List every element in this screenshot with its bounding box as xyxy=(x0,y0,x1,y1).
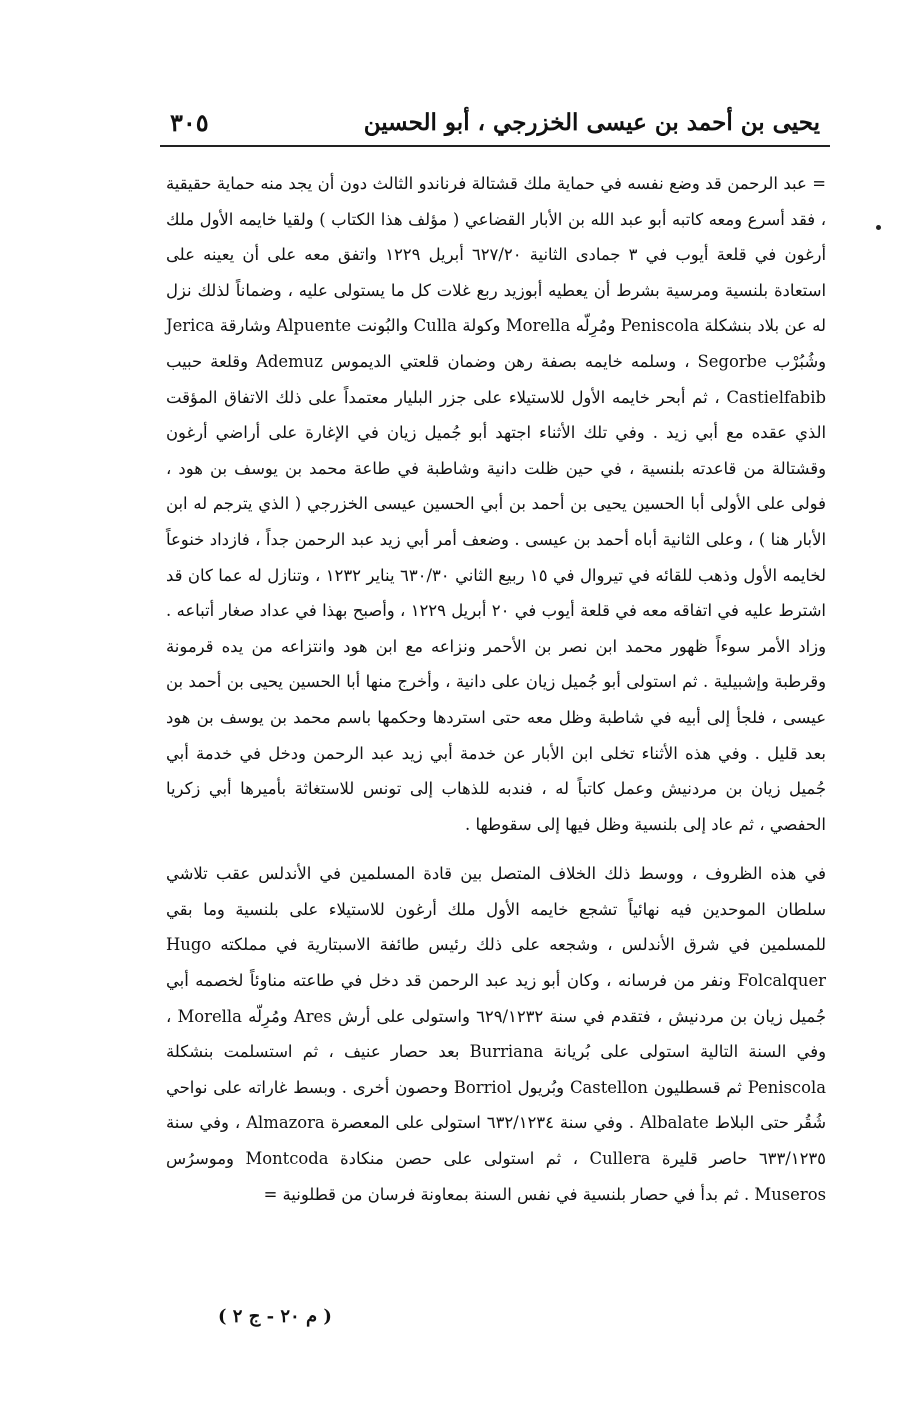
page-number: ٣٠٥ xyxy=(170,108,209,137)
running-title: يحيى بن أحمد بن عيسى الخزرجي ، أبو الحسين xyxy=(363,109,820,136)
margin-dot xyxy=(876,225,881,230)
paragraph-1: = عبد الرحمن قد وضع نفسه في حماية ملك قشتالة فرناندو الثالث دون أن يجد منه حماية حقيقية ، فقد أسرع ومعه كاتبه أبو عبد الله بن الأبار القضاعي ( مؤلف هذا الكتاب ) ولقيا خايمه الأول ملك أرغون في قلعة أيوب في ٣ جمادى الثانية ٦٢٧/٢٠ أبريل ١٢٢٩ واتفق معه على أن يعينه على استعادة بلنسية ومرسية بشرط أن يعطيه أبوزيد ربع غلات كل ما يستولى عليه ، وضماناً لذلك نزل له عن بلاد بنشكلة Peniscola ومُرِلّه Morella وكولة Culla والبُونت Alpuente وشارقة Jerica وشُبُرْب Segorbe ، وسلمه خايمه بصفة رهن وضمان قلعتي الديموس Ademuz وقلعة حبيب Castielfabib ، ثم أبحر خايمه الأول للاستيلاء على جزر البليار معتمداً على ذلك الاتفاق المؤقت الذي عقده مع أبي زيد . وفي تلك الأثناء اجتهد أبو جُميل زيان في الإغارة على أراضي أرغون وقشتالة من قاعدته بلنسية ، في حين ظلت دانية وشاطبة في طاعة محمد بن يوسف بن هود ، فولى على الأولى أبا الحسين يحيى بن أحمد بن أبي الحسين عيسى الخزرجي ( الذي يترجم له ابن الأبار هنا ) ، وعلى الثانية أباه أحمد بن عيسى . وضعف أمر أبي زيد عبد الرحمن جداً ، فازداد خنوعاً لخايمه الأول وذهب للقائه في تيروال في ١٥ ربيع الثاني ٦٣٠/٣٠ يناير ١٢٣٢ ، وتنازل له عما كان قد اشترط عليه في اتفاقه معه في قلعة أيوب في ٢٠ أبريل ١٢٢٩ ، وأصبح بهذا في عداد صغار أتباعه . وزاد الأمر سوءاً ظهور محمد ابن نصر بن الأحمر ونزاعه مع ابن هود وانتزاعه من يده قرمونة وقرطبة وإشبيلية . ثم استولى أبو جُميل زيان على دانية ، وأخرج منها أبا الحسين يحيى بن أحمد بن عيسى ، فلجأ إلى أبيه في شاطبة وظل معه حتى استردها وحكمها باسم محمد بن يوسف بن هود بعد قليل . وفي هذه الأثناء تخلى ابن الأبار عن خدمة أبي زيد عبد الرحمن ودخل في خدمة أبي جُميل زيان بن مردنيش وعمل كاتباً له ، فندبه للذهاب إلى تونس للاستغاثة بأميرها أبي زكريا الحفصي ، ثم عاد إلى بلنسية وظل فيها إلى سقوطها . xyxy=(166,174,826,834)
paragraph-2: في هذه الظروف ، ووسط ذلك الخلاف المتصل بين قادة المسلمين في الأندلس عقب تلاشي سلطان الموحدين فيه نهائياً تشجع خايمه الأول ملك أرغون للاستيلاء على بلنسية وما بقي للمسلمين في شرق الأندلس ، وشجعه على ذلك رئيس طائفة الاسبتارية في مملكته Hugo Folcalquer ونفر من فرسانه ، وكان أبو زيد عبد الرحمن قد دخل في طاعته مناوئاً لخصمه أبي جُميل زيان بن مردنيش ، فتقدم في سنة ٦٢٩/١٢٣٢ واستولى على أرش Ares ومُرِلّه Morella ، وفي السنة التالية استولى على بُريانة Burriana بعد حصار عنيف ، ثم استسلمت بنشكلة Peniscola ثم قسطليون Castellon وبُريول Borriol وحصون أخرى . وبسط غاراته على نواحي شُقُر حتى البلاط Albalate . وفي سنة ٦٣٢/١٢٣٤ استولى على المعصرة Almazora ، وفي سنة ٦٣٣/١٢٣٥ حاصر قليرة Cullera ، ثم استولى على حصن منكادة Montcoda وموسرُس Museros . ثم بدأ في حصار بلنسية في نفس السنة بمعاونة فرسان من قطلونية = xyxy=(166,864,826,1204)
page-header xyxy=(160,106,830,140)
body-text xyxy=(166,166,826,1212)
header-rule xyxy=(160,145,830,147)
signature-mark: ( م ٢٠ - ج ٢ ) xyxy=(218,1306,332,1327)
